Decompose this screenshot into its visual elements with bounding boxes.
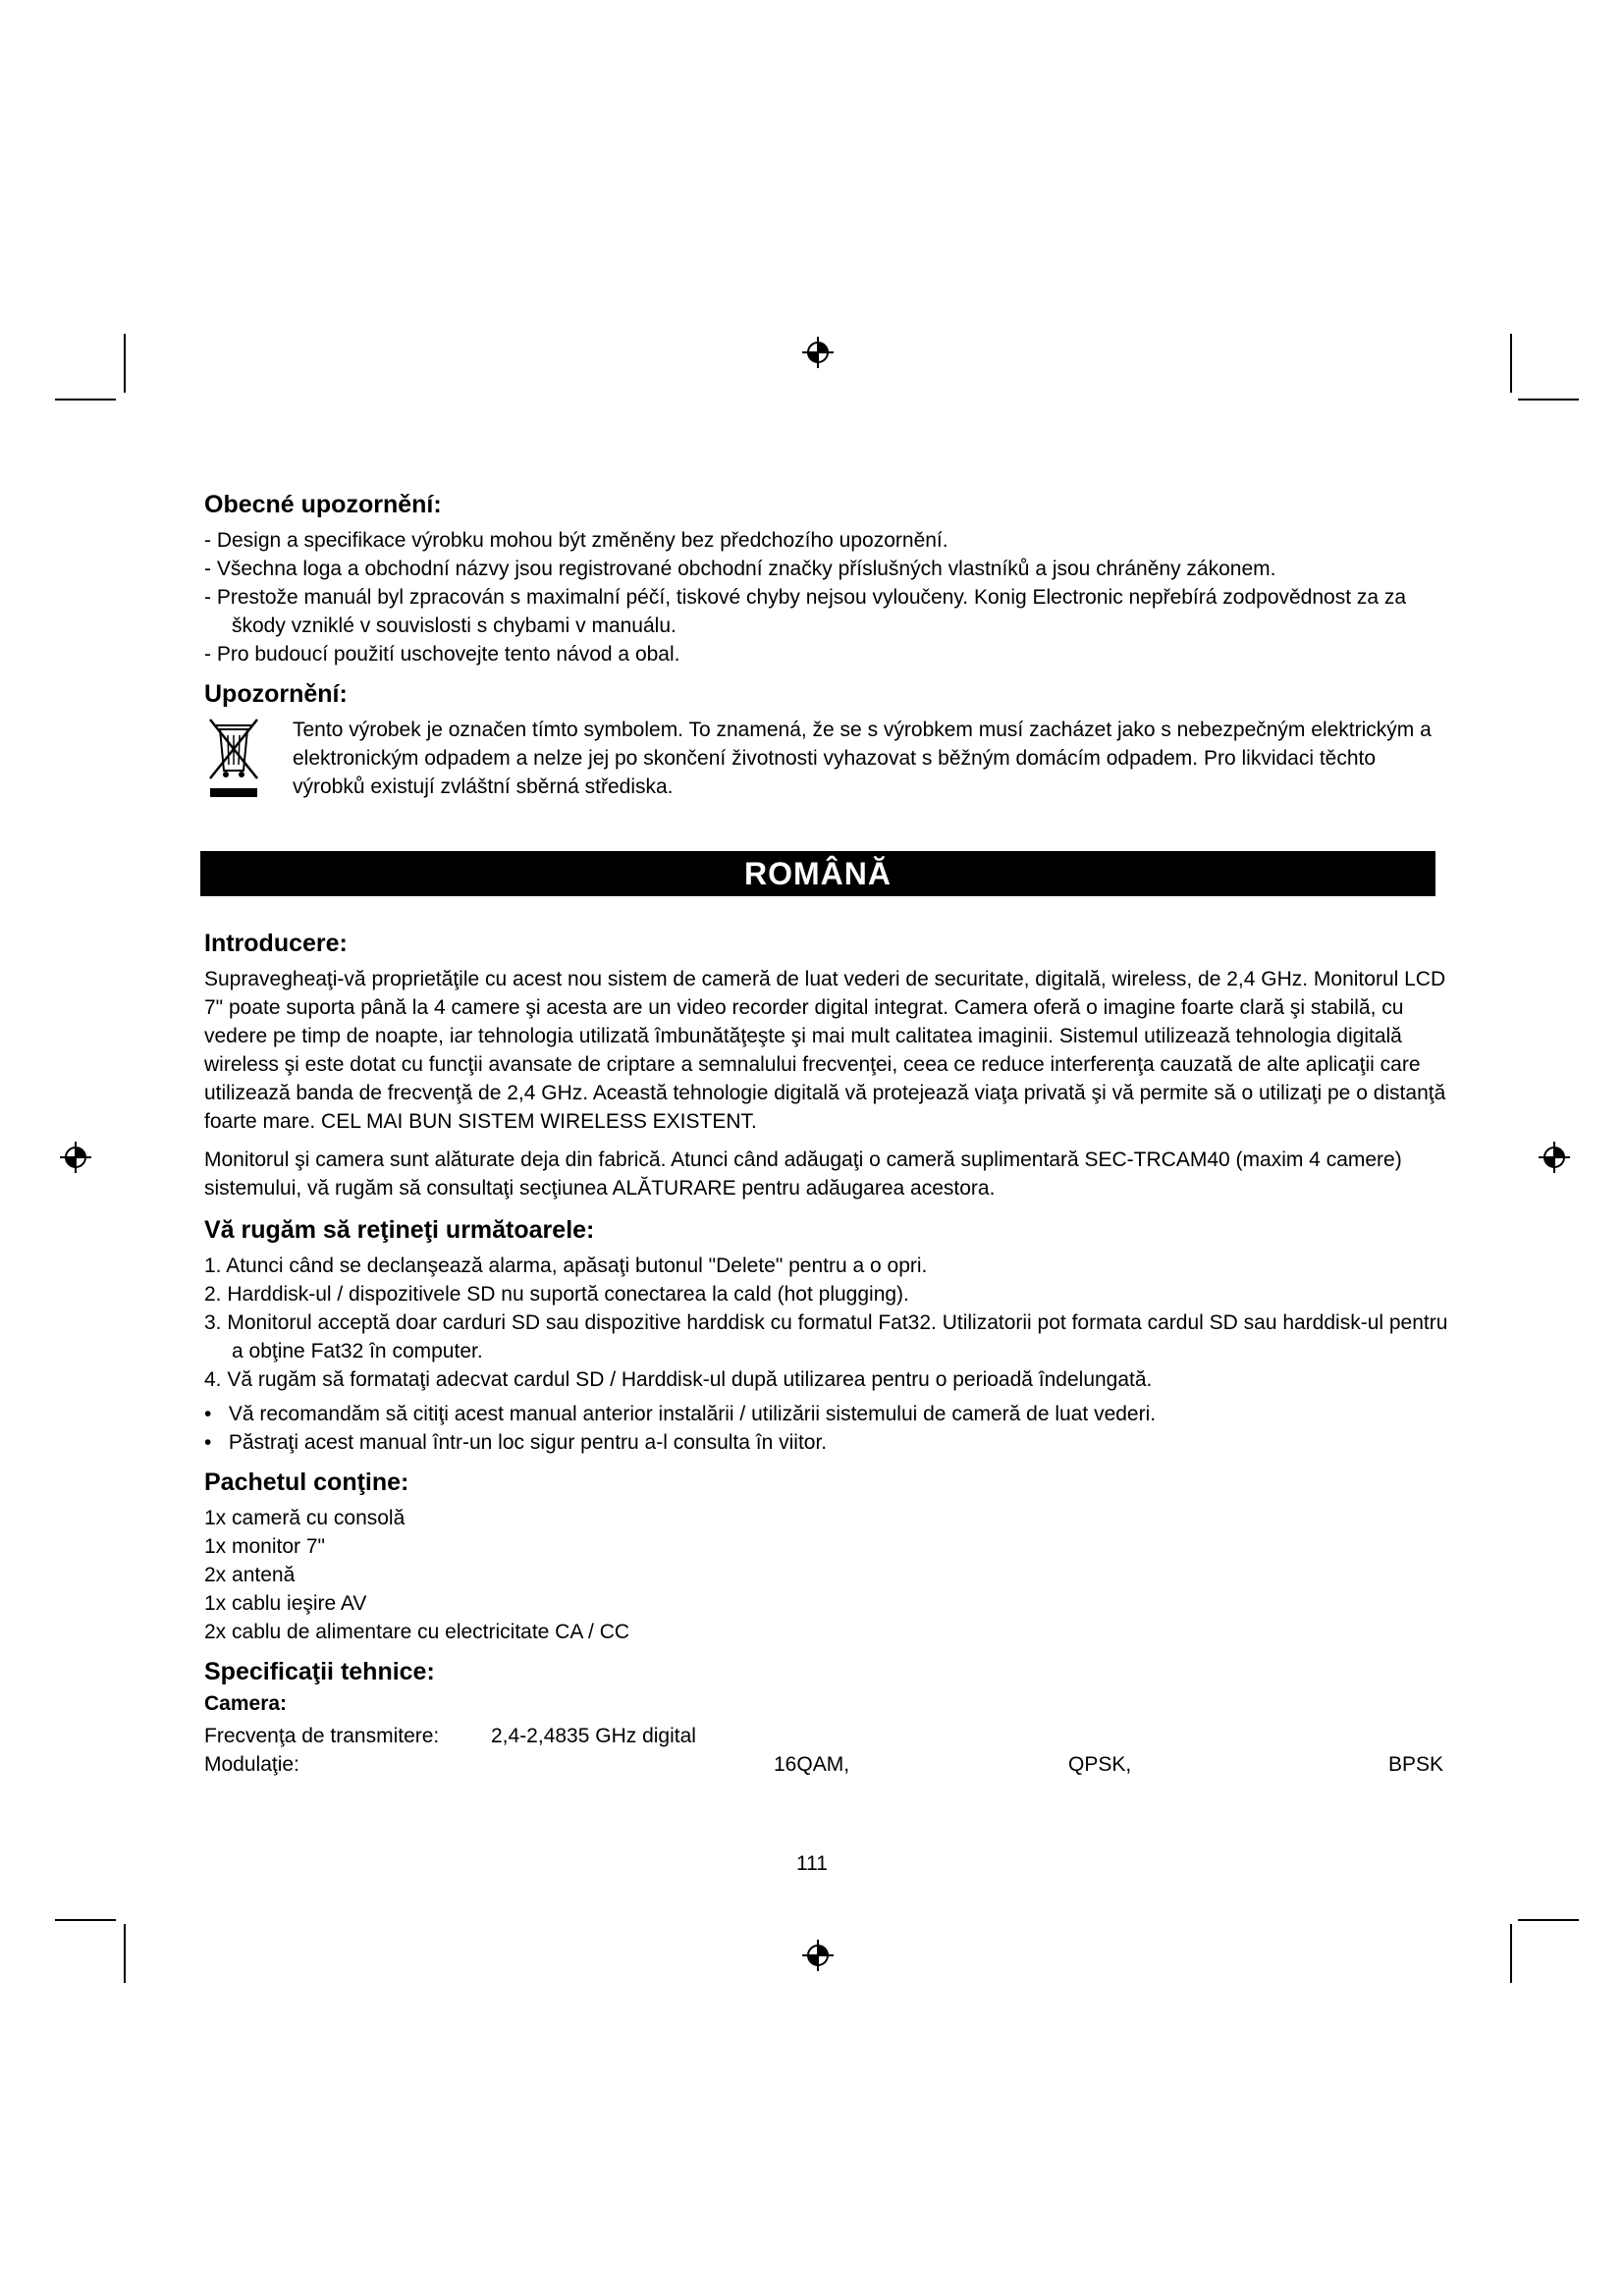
warning-heading: Upozornění: — [204, 680, 348, 708]
list-item: 2x antenă — [204, 1564, 296, 1586]
crop-mark — [55, 1919, 116, 1921]
package-heading: Pachetul conţine: — [204, 1468, 409, 1496]
romanian-section — [204, 928, 1451, 1779]
czech-section — [204, 489, 1451, 811]
list-item: 1x cameră cu consolă — [204, 1507, 406, 1529]
list-item: 3. Monitorul acceptă doar carduri SD sau dispozitive harddisk cu formatul Fat32. Utilizatorii pot formata cardul SD sau harddisk-ul pentru a obţine Fat32 în computer. — [204, 1311, 1448, 1362]
page-number: 111 — [796, 1852, 828, 1875]
camera-subheading: Camera: — [204, 1692, 288, 1715]
list-item: - Design a specifikace výrobku mohou být změněny bez předchozího upozornění. — [204, 529, 948, 552]
spec-label: Frecvenţa de transmitere: — [204, 1725, 440, 1747]
intro-paragraph: Supravegheaţi-vă proprietăţile cu acest nou sistem de cameră de luat vederi de securitate, digitală, wireless, de 2,4 GHz. Monitorul LCD 7" poate suporta până la 4 camere şi acesta are un video recorder digital integrat. Camera oferă o imagine foarte clară şi stabilă, cu vedere pe timp de noapte, iar tehnologia utilizată îmbunătăţeşte şi mai mult calitatea imaginii. Sistemul utilizează tehnologia digitală wireless şi este dotat cu funcţii avansate de criptare a semnalului frecvenţei, ceea ce reduce interferenţa cauzată de alte aplicaţii care utilizează banda de frecvenţă de 2,4 GHz. Această tehnologie digitală vă protejează viaţa privată şi vă permite să o utilizaţi pe o distanţă foarte mare. CEL MAI BUN SISTEM WIRELESS EXISTENT. — [204, 968, 1446, 1133]
crop-mark — [55, 399, 116, 400]
notes-heading: Vă rugăm să reţineţi următoarele: — [204, 1216, 595, 1244]
crop-mark — [1518, 1919, 1579, 1921]
list-item: 4. Vă rugăm să formataţi adecvat cardul SD / Harddisk-ul după utilizarea pentru o perioadă îndelungată. — [204, 1368, 1153, 1391]
crop-mark — [1510, 334, 1512, 393]
registration-mark-icon — [801, 1939, 835, 1972]
list-item: 1. Atunci când se declanşează alarma, apăsaţi butonul "Delete" pentru a o opri. — [204, 1255, 928, 1277]
list-item: • Păstraţi acest manual într-un loc sigur pentru a-l consulta în viitor. — [204, 1431, 828, 1454]
list-item: • Vă recomandăm să citiţi acest manual anterior instalării / utilizării sistemului de cameră de luat vederi. — [204, 1403, 1157, 1425]
list-item: 1x monitor 7" — [204, 1535, 326, 1558]
package-list — [204, 1504, 1451, 1646]
warning-block — [204, 716, 1451, 801]
crop-mark — [1518, 399, 1579, 400]
spec-label: Modulaţie: — [204, 1753, 299, 1776]
warning-text: Tento výrobek je označen tímto symbolem. To znamená, že se s výrobkem musí zacházet jako s nebezpečným elektrickým a elektronickým odpadem a nelze jej po skončení životnosti vyhazovat s běžným domácím odpadem. Pro likvidaci těchto výrobků existují zvláštní sběrná střediska. — [293, 719, 1432, 798]
list-item: - Prestože manuál byl zpracován s maximalní péčí, tiskové chyby nejsou vyloučeny. Konig Electronic nepřebírá zodpovědnost za za škody vzniklé v souvislosti s chybami v manuálu. — [204, 586, 1407, 637]
language-banner: ROMÂNĂ — [200, 851, 1435, 896]
notes-bullet-list — [204, 1400, 1451, 1457]
list-item: - Všechna loga a obchodní názvy jsou registrované obchodní značky příslušných vlastníků a jsou chráněny zákonem. — [204, 558, 1276, 580]
list-item: 1x cablu ieşire AV — [204, 1592, 367, 1615]
spec-value: 16QAM, — [774, 1753, 850, 1776]
crop-mark — [1510, 1924, 1512, 1983]
crop-mark — [124, 334, 126, 393]
registration-mark-icon — [801, 336, 835, 369]
list-item: 2x cablu de alimentare cu electricitate CA / CC — [204, 1621, 630, 1643]
crossed-bin-icon — [204, 716, 263, 800]
registration-mark-icon — [59, 1141, 92, 1174]
registration-mark-icon — [1538, 1141, 1571, 1174]
general-notice-list — [204, 526, 1451, 668]
spec-value: QPSK, — [1068, 1753, 1132, 1776]
list-item: 2. Harddisk-ul / dispozitivele SD nu suportă conectarea la cald (hot plugging). — [204, 1283, 909, 1306]
crop-mark — [124, 1924, 126, 1983]
spec-value: BPSK — [1388, 1753, 1444, 1776]
spec-row-frequency — [204, 1722, 1451, 1750]
spec-row-modulation — [204, 1750, 1451, 1779]
list-item: - Pro budoucí použití uschovejte tento návod a obal. — [204, 643, 680, 666]
notes-numbered-list — [204, 1252, 1451, 1394]
intro-heading: Introducere: — [204, 930, 348, 957]
spec-value: 2,4-2,4835 GHz digital — [491, 1725, 696, 1747]
specs-heading: Specificaţii tehnice: — [204, 1658, 435, 1685]
intro-paragraph-2: Monitorul şi camera sunt alăturate deja din fabrică. Atunci când adăugaţi o cameră suplimentară SEC-TRCAM40 (maxim 4 camere) sistemului, vă rugăm să consultaţi secţiunea ALĂTURARE pentru adăugarea acestora. — [204, 1148, 1402, 1200]
general-notice-heading: Obecné upozornění: — [204, 491, 442, 518]
